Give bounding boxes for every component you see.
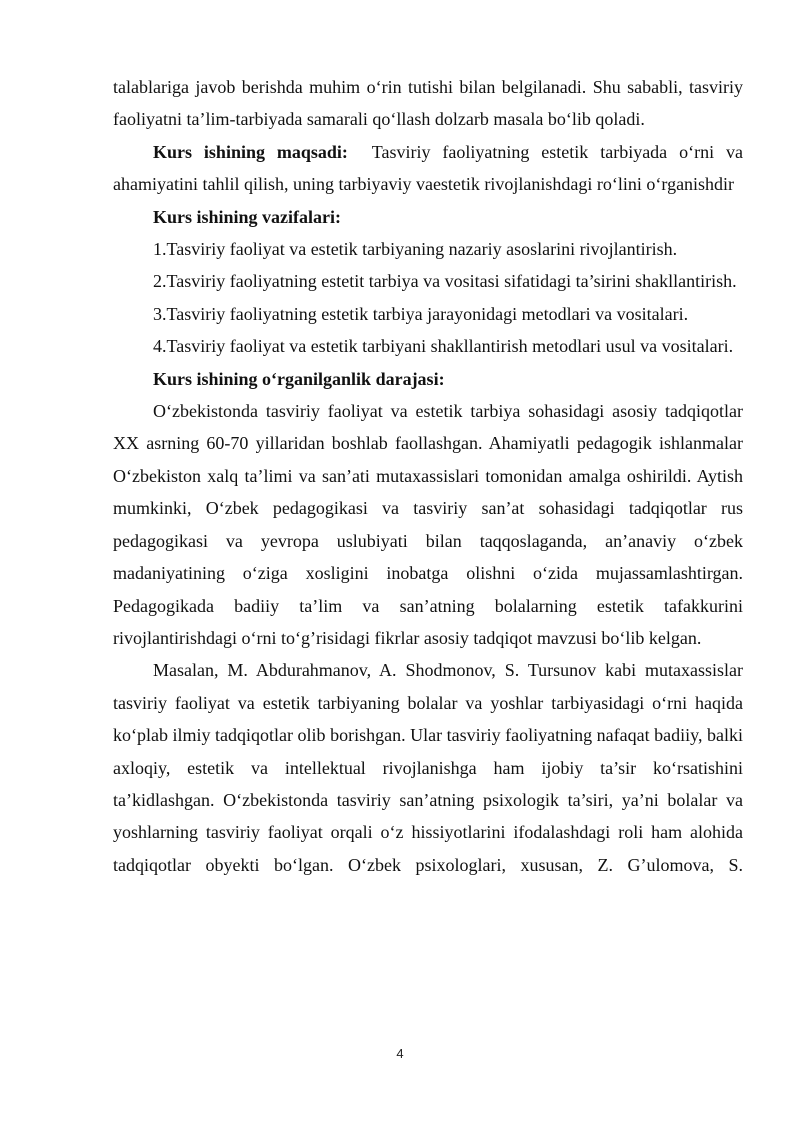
tasks-heading — [113, 201, 743, 233]
tasks-heading-text: Kurs ishining vazifalari: — [153, 206, 342, 227]
paragraph-study-1: O‘zbekistonda tasviriy faoliyat va estetik tarbiya sohasidagi asosiy tadqiqotlar XX asrning 60-70 yillaridan boshlab faollashgan. Ahamiyatli pedagogik ishlanmalar O‘zbekiston xalq ta’limi va san’ati mutaxassislari tomonidan amalga oshirildi. Aytish mumkinki, O‘zbek pedagogikasi va tasviriy san’at sohasidagi tadqiqotlar rus pedagogikasi va yevropa uslubiyati bilan taqqoslaganda, an’anaviy o‘zbek madaniyatining o‘ziga xosligini inobatga olishni o‘zida mujassamlashtirgan. Pedagogikada badiiy ta’lim va san’atning bolalarning estetik tafakkurini rivojlantirishdagi o‘rni to‘g’risidagi fikrlar asosiy tadqiqot mavzusi bo‘lib kelgan. — [113, 401, 743, 648]
task-item-2: 2.Tasviriy faoliyatning estetit tarbiya va vositasi sifatidagi ta’sirini shakllantirish. — [153, 271, 737, 292]
paragraph-goal — [113, 136, 743, 201]
task-item-1: 1.Tasviriy faoliyat va estetik tarbiyaning nazariy asoslarini rivojlantirish. — [153, 239, 678, 260]
task-item-3: 3.Tasviriy faoliyatning estetik tarbiya jarayonidagi metodlari va vositalari. — [153, 303, 689, 324]
document-body — [113, 71, 743, 881]
page-number: 4 — [396, 1046, 404, 1061]
task-item-4: 4.Tasviriy faoliyat va estetik tarbiyani shakllantirish metodlari usul va vositalari. — [153, 336, 734, 357]
study-heading — [113, 363, 743, 395]
paragraph-intro: talablariga javob berishda muhim o‘rin tutishi bilan belgilanadi. Shu sababli, tasviriy faoliyatni ta’lim-tarbiyada samarali qo‘llash dolzarb masala bo‘lib qoladi. — [113, 77, 743, 130]
study-heading-text: Kurs ishining o‘rganilganlik darajasi: — [153, 368, 445, 389]
goal-heading: Kurs ishining maqsadi: — [153, 141, 348, 162]
paragraph-study-2: Masalan, M. Abdurahmanov, A. Shodmonov, S. Tursunov kabi mutaxassislar tasviriy faoliyat va estetik tarbiyaning bolalar va yoshlar tarbiyasidagi o‘rni haqida ko‘plab ilmiy tadqiqotlar olib borishgan. Ular tasviriy faoliyatning nafaqat badiiy, balki axloqiy, estetik va intellektual rivojlanishga ham ijobiy ta’sir ko‘rsatishini ta’kidlashgan. O‘zbekistonda tasviriy san’atning psixologik ta’siri, ya’ni bolalar va yoshlarning tasviriy faoliyat orqali o‘z hissiyotlarini ifodalashdagi roli ham alohida tadqiqotlar obyekti bo‘lgan. O‘zbek psixologlari, xususan, Z. G’ulomova, S. — [113, 660, 743, 875]
goal-text: Tasviriy faoliyatning estetik tarbiyada o‘rni va ahamiyatini tahlil qilish, uning tarbiyaviy vaestetik rivojlanishdagi ro‘lini o‘rganishdir — [113, 141, 743, 195]
